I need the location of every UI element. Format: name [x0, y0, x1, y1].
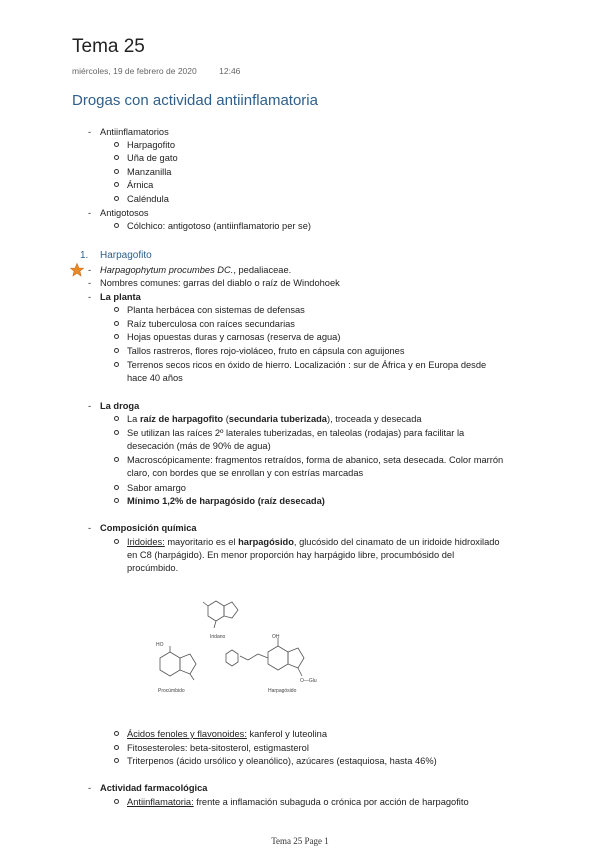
- circle-bullet: [114, 307, 119, 312]
- list-item: Harpagofito: [127, 140, 176, 150]
- page-footer: Tema 25 Page 1: [271, 836, 329, 846]
- circle-bullet: [114, 362, 119, 367]
- circle-bullet: [114, 169, 119, 174]
- circle-bullet: [114, 223, 119, 228]
- list-item: Raíz tuberculosa con raíces secundarias: [127, 319, 295, 329]
- antiinflamatoria-item: [127, 796, 469, 809]
- dash-bullet: -: [88, 265, 92, 275]
- dash-bullet: -: [88, 783, 92, 793]
- dash-bullet: -: [88, 401, 92, 411]
- text-run: mayoritario es el: [164, 537, 239, 547]
- actividad-heading: Actividad farmacológica: [100, 783, 208, 793]
- figure-atom-ho: HO: [156, 642, 164, 648]
- figure-label-harpagosido: Harpagósido: [268, 688, 297, 694]
- text-run: ), troceada y desecada: [326, 414, 422, 424]
- figure-atom-oglu: O—Glu: [300, 678, 317, 684]
- list-item: Terrenos secos ricos en óxido de hierro. Localización : sur de África y en Europa desde hace 40 años: [127, 360, 487, 383]
- text-run: (: [223, 414, 229, 424]
- text-run: kanferol y luteolina: [246, 729, 328, 739]
- circle-bullet: [114, 182, 119, 187]
- figure-label-procumbido: Procúmbido: [158, 688, 185, 694]
- circle-bullet: [114, 539, 119, 544]
- dash-bullet: -: [88, 523, 92, 533]
- section-heading: Harpagofito: [100, 250, 152, 261]
- circle-bullet: [114, 142, 119, 147]
- dash-bullet: -: [88, 278, 92, 288]
- text-run-bold: secundaria tuberizada: [228, 414, 327, 424]
- composicion-heading: Composición química: [100, 523, 197, 533]
- text-run-underline: Iridoides:: [127, 537, 165, 547]
- list-item: Tallos rastreros, flores rojo-violáceo, fruto en cápsula con aguijones: [127, 346, 405, 356]
- dash-bullet: -: [88, 127, 92, 137]
- circle-bullet: [114, 799, 119, 804]
- list-item: Fitosesteroles: beta-sitosterol, estigmasterol: [127, 743, 309, 753]
- text-run-underline: Ácidos fenoles y flavonoides:: [127, 729, 247, 739]
- text-run-underline: Antiinflamatoria:: [127, 797, 194, 807]
- circle-bullet: [114, 348, 119, 353]
- list-item: Manzanilla: [127, 167, 172, 177]
- species-family: , pedaliaceae.: [233, 265, 292, 275]
- text-run-bold: harpagósido: [238, 537, 294, 547]
- list-item: Se utilizan las raíces 2º laterales tuberizadas, en taleolas (rodajas) para facilitar la desecación (más de 90% de agua): [127, 428, 465, 451]
- list-item: Planta herbácea con sistemas de defensas: [127, 305, 305, 315]
- droga-heading: La droga: [100, 401, 140, 411]
- main-heading: Drogas con actividad antiinflamatoria: [72, 92, 318, 109]
- circle-bullet: [114, 196, 119, 201]
- circle-bullet: [114, 416, 119, 421]
- list-item: Árnica: [127, 180, 154, 190]
- planta-heading: La planta: [100, 292, 141, 302]
- figure-label-iridano: Iridano: [210, 634, 226, 640]
- figure-atom-oh: OH: [272, 634, 280, 640]
- circle-bullet: [114, 155, 119, 160]
- text-run: , glucósido del cinamato de un iridoide hidroxilado en C8 (harpágido). En menor proporción hay harpágido libre, procumbósido del procúmbido.: [127, 537, 500, 573]
- star-icon: [70, 263, 84, 277]
- droga-minimum: Mínimo 1,2% de harpagósido (raíz desecada): [127, 496, 325, 506]
- text-run: frente a inflamación subaguda o crónica por acción de harpagofito: [193, 797, 469, 807]
- droga-item-1: [127, 413, 422, 426]
- text-run-bold: raíz de harpagofito: [139, 414, 224, 424]
- circle-bullet: [114, 334, 119, 339]
- list-item: Uña de gato: [127, 153, 178, 163]
- page-title: Tema 25: [72, 36, 145, 57]
- list-item: Triterpenos (ácido ursólico y oleanólico), azúcares (estaquiosa, hasta 46%): [127, 756, 437, 766]
- section-number: 1.: [80, 250, 89, 261]
- list-item: Caléndula: [127, 194, 169, 204]
- antigotosos-label: Antigotosos: [100, 208, 149, 218]
- circle-bullet: [114, 457, 119, 462]
- page-time: 12:46: [219, 66, 241, 76]
- page-meta: [72, 66, 260, 76]
- text-run: La: [127, 414, 140, 424]
- circle-bullet: [114, 485, 119, 490]
- list-item: Hojas opuestas duras y carnosas (reserva de agua): [127, 332, 341, 342]
- circle-bullet: [114, 430, 119, 435]
- species-line: [100, 264, 291, 277]
- chemical-structures-figure: [150, 588, 340, 700]
- iridoides-item: [127, 536, 507, 575]
- circle-bullet: [114, 758, 119, 763]
- antiinflamatorios-label: Antiinflamatorios: [100, 127, 169, 137]
- dash-bullet: -: [88, 208, 92, 218]
- common-names: Nombres comunes: garras del diablo o raíz de Windohoek: [100, 278, 340, 288]
- list-item: Cólchico: antigotoso (antiinflamatorio per se): [127, 221, 311, 231]
- page-date: miércoles, 19 de febrero de 2020: [72, 66, 197, 76]
- circle-bullet: [114, 321, 119, 326]
- circle-bullet: [114, 745, 119, 750]
- list-item: Sabor amargo: [127, 483, 186, 493]
- species-name: Harpagophytum procumbes DC.: [100, 265, 234, 275]
- dash-bullet: -: [88, 292, 92, 302]
- circle-bullet: [114, 498, 119, 503]
- list-item: Macroscópicamente: fragmentos retraídos, forma de abanico, seta desecada. Color marrón claro, con bordes que se enrollan y con estrías marcadas: [127, 455, 504, 478]
- circle-bullet: [114, 731, 119, 736]
- acidos-item: [127, 728, 327, 741]
